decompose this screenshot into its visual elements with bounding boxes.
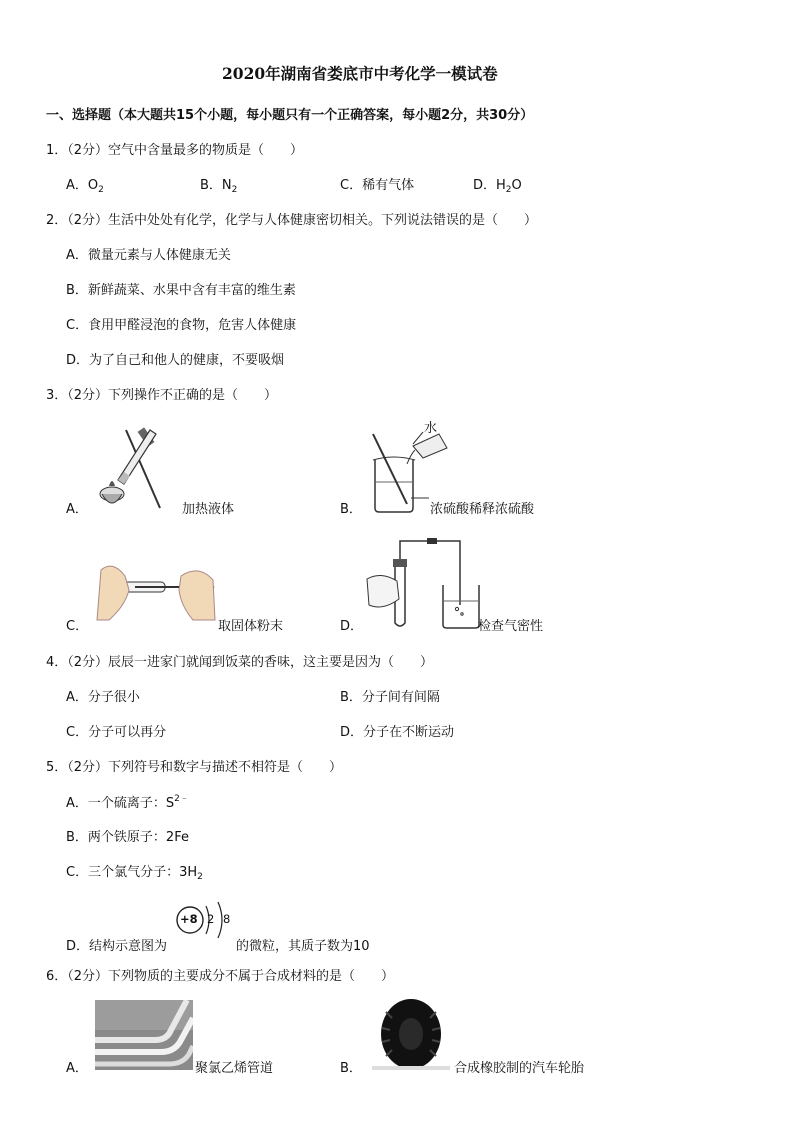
q4-option-d: D．分子在不断运动 — [340, 725, 455, 740]
q6-option-b-label: 合成橡胶制的汽车轮胎 — [454, 1061, 585, 1076]
q5-option-c: C．三个氯气分子：$3H_2$ — [66, 865, 203, 882]
q4-option-b: B．分子间有间隔 — [340, 690, 440, 705]
q5-option-d-suffix: 的微粒，其质子数为10 — [236, 939, 370, 954]
heating-liquid-illustration — [90, 420, 170, 515]
pvc-pipe-photo — [95, 1000, 193, 1070]
q4-option-a: A．分子很小 — [66, 690, 140, 705]
q5-option-d-prefix: D．结构示意图为 — [66, 939, 168, 954]
q1-option-b: B．$N_2$ — [200, 178, 238, 195]
q1-option-c: C．稀有气体 — [340, 178, 415, 193]
q5-option-b: B．两个铁原子：2Fe — [66, 830, 189, 845]
section-heading: 一、选择题（本大题共15个小题，每小题只有一个正确答案，每小题2分，共30分） — [46, 108, 534, 123]
atom-shell-1: 2 — [207, 912, 215, 926]
q2-option-a: A．微量元素与人体健康无关 — [66, 248, 231, 263]
question-2-stem: 2．（2分）生活中处处有化学，化学与人体健康密切相关。下列说法错误的是（ ） — [46, 213, 538, 228]
q4-option-c: C．分子可以再分 — [66, 725, 167, 740]
atom-nucleus-charge: +8 — [180, 912, 198, 926]
q3-option-b-letter: B． — [340, 502, 362, 517]
q3-option-d-label: 检查气密性 — [478, 619, 544, 634]
water-label: 水 — [424, 421, 438, 436]
rubber-tire-photo — [372, 998, 450, 1070]
question-4-stem: 4．（2分）辰辰一进家门就闻到饭菜的香味，这主要是因为（ ） — [46, 655, 434, 670]
q2-option-c: C．食用甲醛浸泡的食物，危害人体健康 — [66, 318, 297, 333]
q1-option-d: D．$H_2O$ — [473, 178, 522, 195]
q3-option-b-label: 浓硫酸稀释浓硫酸 — [430, 502, 535, 517]
q3-option-a-label: 加热液体 — [182, 502, 235, 517]
solid-powder-illustration — [95, 560, 220, 635]
q6-option-b-letter: B． — [340, 1061, 362, 1076]
airtightness-check-illustration — [365, 535, 485, 635]
q6-option-a-letter: A． — [66, 1061, 88, 1076]
page-title: 2020年湖南省娄底市中考化学一模试卷 — [222, 64, 498, 83]
question-5-stem: 5．（2分）下列符号和数字与描述不相符是（ ） — [46, 760, 343, 775]
atom-shell-2: 8 — [223, 912, 231, 926]
question-6-stem: 6．（2分）下列物质的主要成分不属于合成材料的是（ ） — [46, 969, 395, 984]
q3-option-c-letter: C． — [66, 619, 89, 634]
question-3-stem: 3．（2分）下列操作不正确的是（ ） — [46, 388, 278, 403]
q3-option-c-label: 取固体粉末 — [218, 619, 284, 634]
question-1-stem: 1．（2分）空气中含量最多的物质是（ ） — [46, 143, 304, 158]
q2-option-b: B．新鲜蔬菜、水果中含有丰富的维生素 — [66, 283, 296, 298]
q2-option-d: D．为了自己和他人的健康，不要吸烟 — [66, 353, 285, 368]
q5-option-a: A．一个硫离子：$S^{2﹣}$ — [66, 794, 189, 811]
q6-option-a-label: 聚氯乙烯管道 — [195, 1061, 274, 1076]
q3-option-a-letter: A． — [66, 502, 88, 517]
q1-option-a: A．$O_2$ — [66, 178, 104, 195]
q3-option-d-letter: D． — [340, 619, 364, 634]
